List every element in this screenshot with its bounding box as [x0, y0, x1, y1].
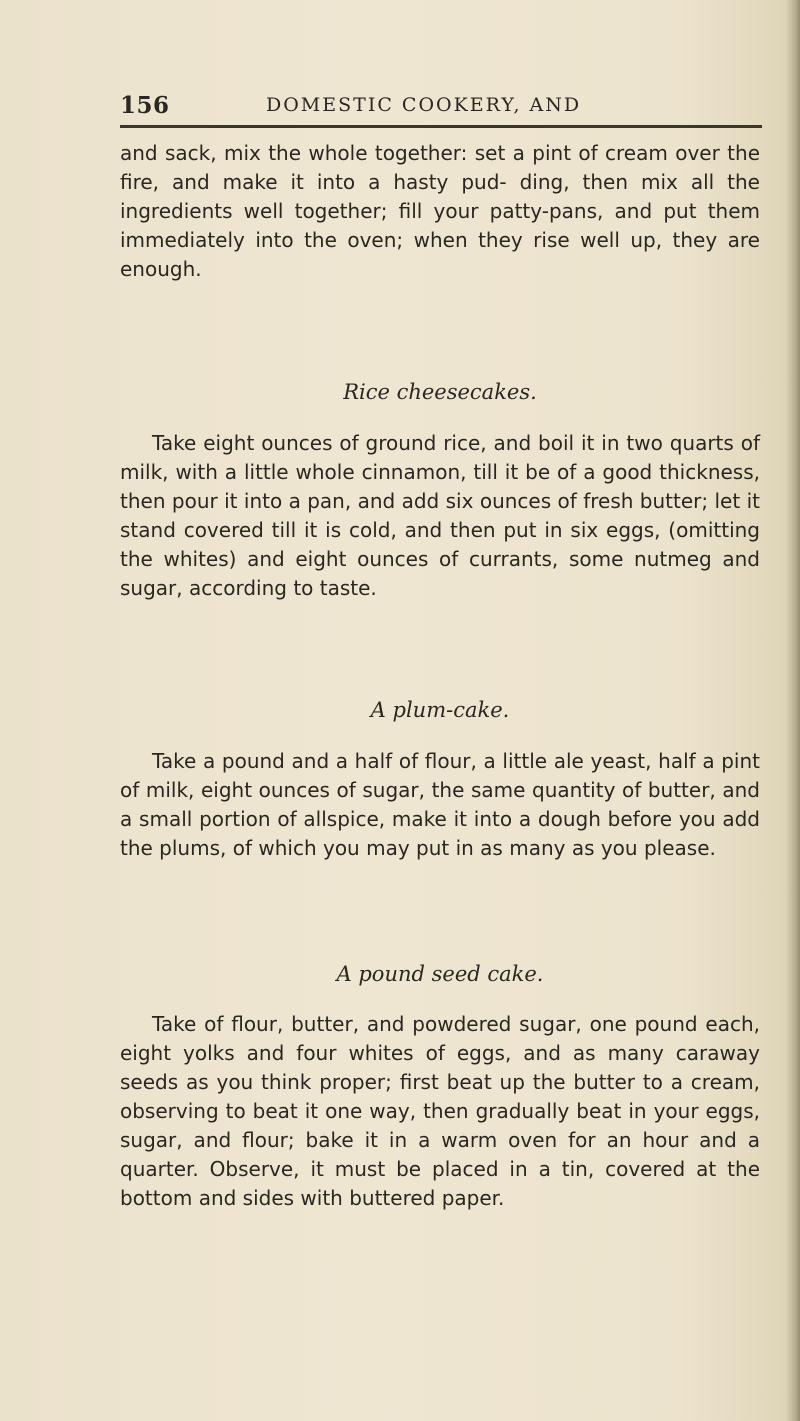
running-title: DOMESTIC COOKERY, AND [266, 94, 582, 116]
heading-pound-seed-cake: A pound seed cake. [336, 962, 544, 986]
header-rule [120, 125, 762, 128]
paragraph-pound-seed-cake: Take of flour, butter, and powdered sugar, one pound each, eight yolks and four whites of eggs, and as many caraway seeds as you think proper; first beat up the butter to a cream, observing to beat it one way, then gradually beat in your eggs, sugar, and flour; bake it in a warm oven for an hour and a quarter. Observe, it must be placed in a tin, covered at the bottom and sides with buttered paper. [120, 1012, 760, 1210]
page-number: 156 [120, 92, 170, 119]
paragraph-plum-cake: Take a pound and a half of flour, a little ale yeast, half a pint of milk, eight ounces of sugar, the same quantity of butter, and a small portion of allspice, make it into a dough before you add the plums, of which you may put in as many as you please. [120, 749, 760, 860]
page-edge-shadow [786, 0, 800, 1421]
paragraph-rice-cheesecakes: Take eight ounces of ground rice, and boil it in two quarts of milk, with a little whole cinnamon, till it be of a good thickness, then pour it into a pan, and add six ounces of fresh butter; let it stand covered till it is cold, and then put in six eggs, (omitting the whites) and eight ounces of currants, some nutmeg and sugar, according to taste. [120, 431, 760, 600]
paragraph-continuation: and sack, mix the whole together: set a pint of cream over the fire, and make it into a hasty pud- ding, then mix all the ingredients well together; fill your patty-pans, and put them immediately into the oven; when they rise well up, they are enough. [120, 141, 760, 281]
heading-rice-cheesecakes: Rice cheesecakes. [343, 380, 537, 404]
running-head [120, 92, 760, 122]
heading-plum-cake: A plum-cake. [370, 698, 510, 722]
